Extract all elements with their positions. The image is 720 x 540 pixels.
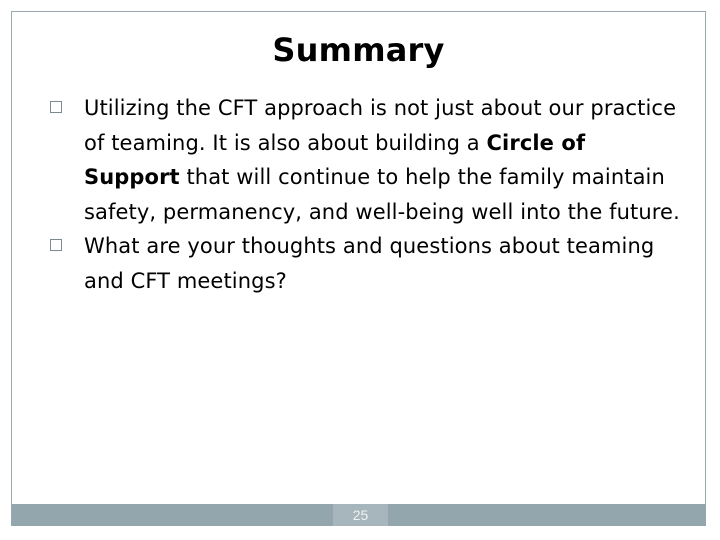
bullet-text: Utilizing the CFT approach is not just about our practice of teaming. It is also about building a <box>84 96 677 155</box>
checkbox-bullet-icon <box>50 101 62 113</box>
bullet-item <box>48 229 688 298</box>
bullet-text: What are your thoughts and questions about teaming and CFT meetings? <box>84 234 655 293</box>
slide-title: Summary <box>272 31 445 69</box>
bullet-text: that will continue to help the family maintain safety, permanency, and well-being well into the future. <box>84 165 680 224</box>
checkbox-bullet-icon <box>50 239 62 251</box>
bullet-bold-text: Circle of Support <box>84 130 586 189</box>
bullet-item <box>48 91 688 229</box>
page-number: 25 <box>352 507 369 523</box>
bullet-list <box>48 91 688 298</box>
